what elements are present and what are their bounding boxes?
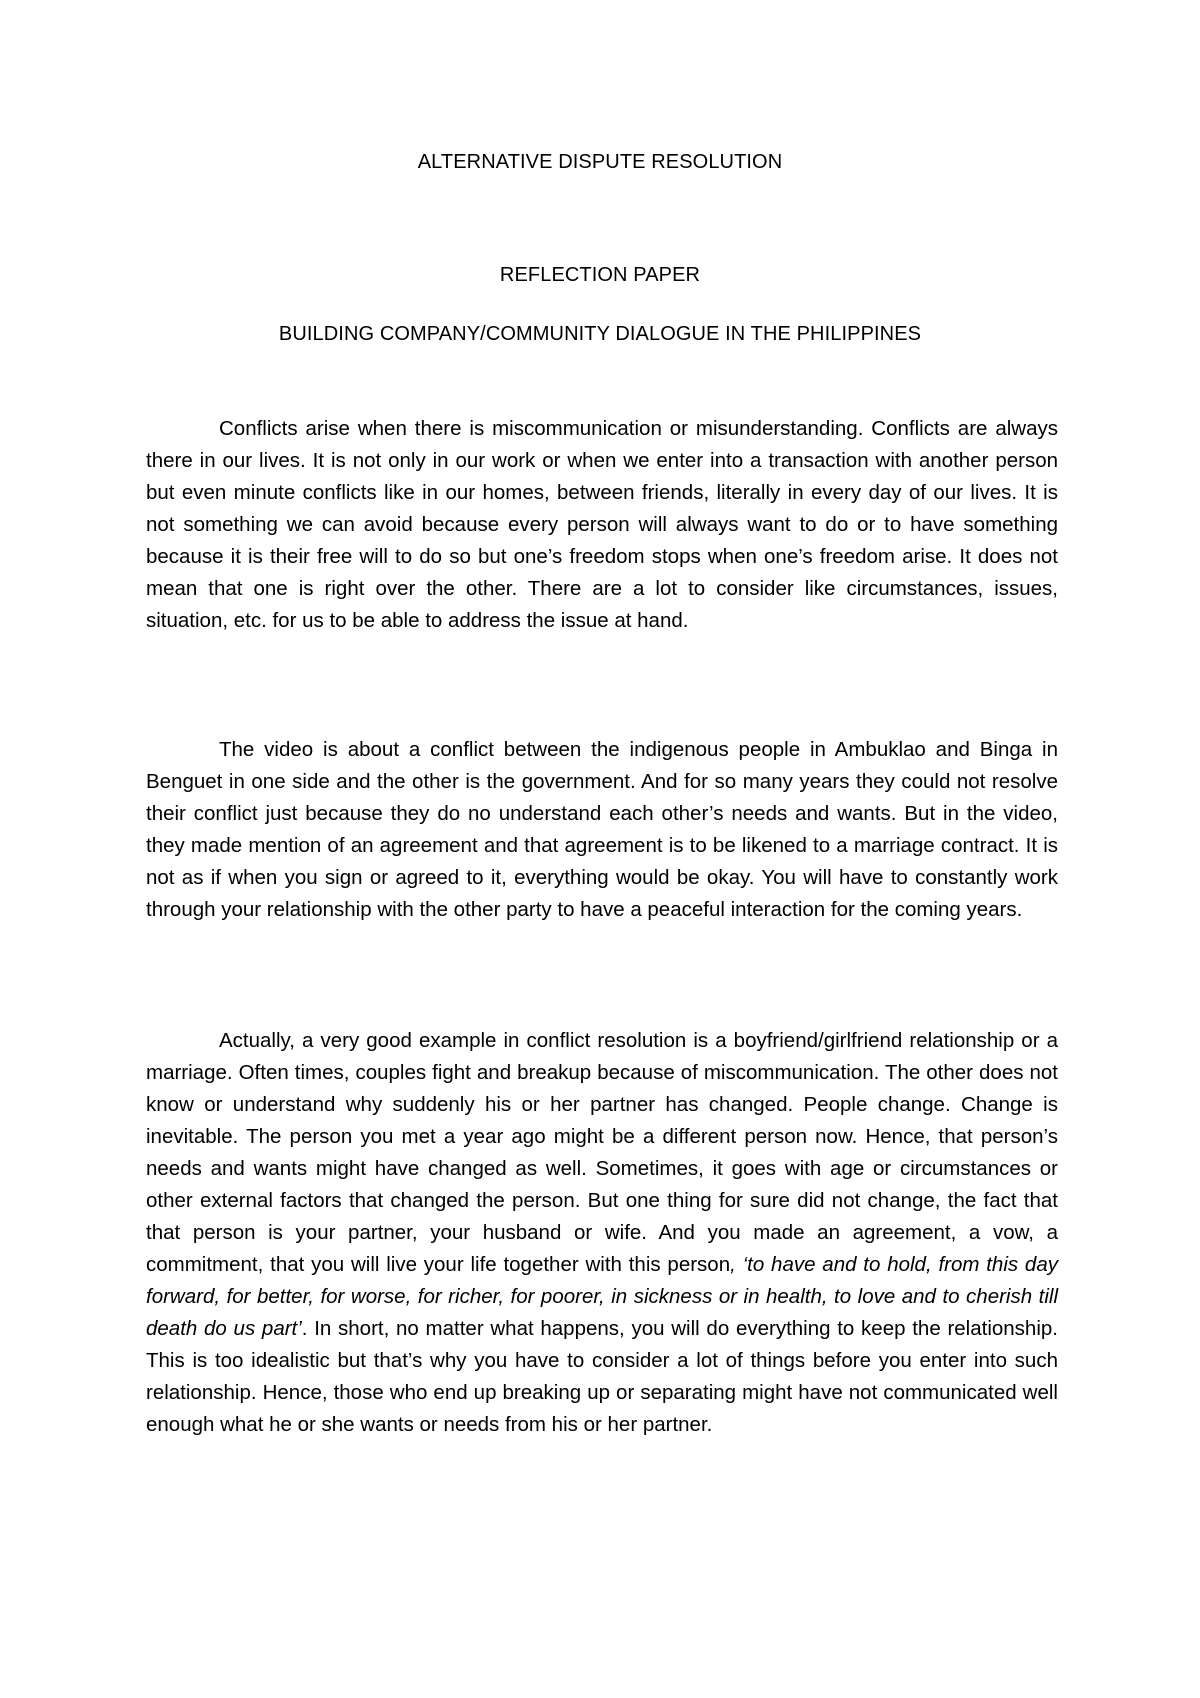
paragraph-2: The video is about a conflict between the indigenous people in Ambuklao and Binga in Benguet in one side and the other is the government. And for so many years they could not resolve their conflict just because they do no understand each other’s needs and wants. But in the video, they made mention of an agreement and that agreement is to be likened to a marriage contract. It is not as if when you sign or agreed to it, everything would be okay. You will have to constantly work through your relationship with the other party to have a peaceful interaction for the coming years. — [146, 738, 1058, 921]
paragraph-3-text-after-quote: . In short, no matter what happens, you will do everything to keep the relationship. This is too idealistic but that’s why you have to consider a lot of things before you enter into such relationship. Hence, those who end up breaking up or separating might have not communicated well enough what he or she wants or needs from his or her partner. — [146, 1317, 1058, 1436]
paragraph-1: Conflicts arise when there is miscommunication or misunderstanding. Conflicts are always there in our lives. It is not only in our work or when we enter into a transaction with another person but even minute conflicts like in our homes, between friends, literally in every day of our lives. It is not something we can avoid because every person will always want to do or to have something because it is their free will to do so but one’s freedom stops when one’s freedom arise. It does not mean that one is right over the other. There are a lot to consider like circumstances, issues, situation, etc. for us to be able to address the issue at hand. — [146, 417, 1058, 632]
paragraph-3-quote: , ‘to have and to hold, from this day forward, for better, for worse, for richer, for poorer, in sickness or in health, to love and to cherish till death do us part’ — [146, 1253, 1058, 1340]
document-title: ALTERNATIVE DISPUTE RESOLUTION — [417, 151, 783, 173]
paragraph-3 — [146, 1025, 1058, 1441]
paragraph-3-text-before-quote: Actually, a very good example in conflict resolution is a boyfriend/girlfriend relationship or a marriage. Often times, couples fight and breakup because of miscommunication. The other does not know or understand why suddenly his or her partner has changed. People change. Change is inevitable. The person you met a year ago might be a different person now. Hence, that person’s needs and wants might have changed as well. Sometimes, it goes with age or circumstances or other external factors that changed the person. But one thing for sure did not change, the fact that that person is your partner, your husband or wife. And you made an agreement, a vow, a commitment, that you will live your life together with this person — [146, 1029, 1058, 1276]
document-topic: BUILDING COMPANY/COMMUNITY DIALOGUE IN THE PHILIPPINES — [278, 323, 922, 345]
document-subtitle: REFLECTION PAPER — [499, 264, 701, 286]
